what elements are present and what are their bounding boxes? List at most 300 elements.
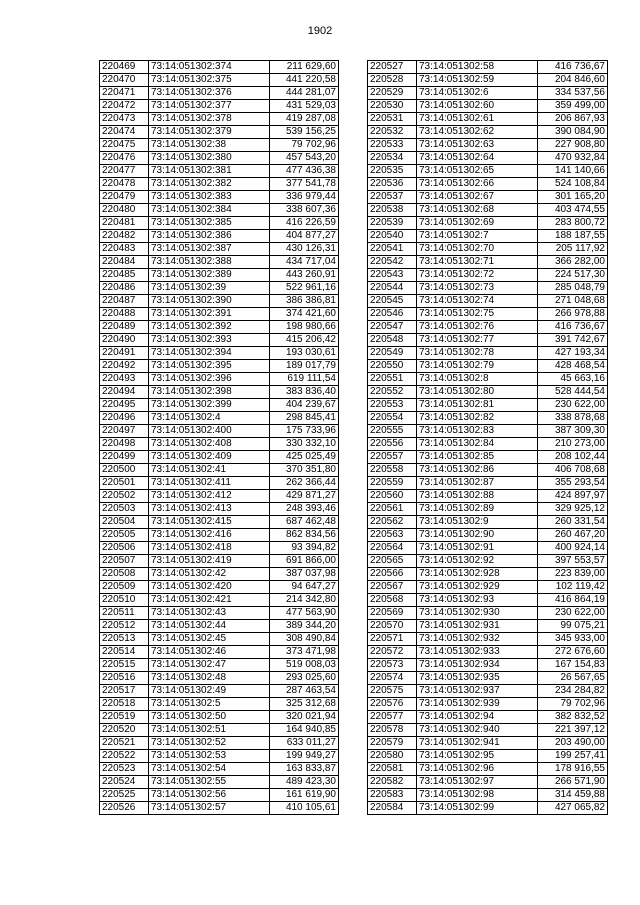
row-id-cell: 220575: [368, 685, 417, 698]
row-id-cell: 220480: [100, 204, 149, 217]
value-cell: 389 344,20: [270, 620, 339, 633]
cadastral-number-cell: 73:14:051302:381: [149, 165, 270, 178]
value-cell: 400 924,14: [538, 542, 608, 555]
value-cell: 539 156,25: [270, 126, 339, 139]
table-row: [368, 386, 608, 399]
cadastral-number-cell: 73:14:051302:399: [149, 399, 270, 412]
row-id-cell: 220488: [100, 308, 149, 321]
row-id-cell: 220545: [368, 295, 417, 308]
table-row: [368, 711, 608, 724]
table-row: [100, 451, 339, 464]
table-row: [100, 386, 339, 399]
cadastral-number-cell: 73:14:051302:421: [149, 594, 270, 607]
cadastral-number-cell: 73:14:051302:391: [149, 308, 270, 321]
cadastral-number-cell: 73:14:051302:89: [417, 503, 538, 516]
table-row: [100, 581, 339, 594]
cadastral-number-cell: 73:14:051302:87: [417, 477, 538, 490]
value-cell: 415 206,42: [270, 334, 339, 347]
table-row: [100, 724, 339, 737]
value-cell: 223 839,00: [538, 568, 608, 581]
table-row: [368, 737, 608, 750]
table-row: [368, 685, 608, 698]
value-cell: 283 800,72: [538, 217, 608, 230]
table-row: [368, 620, 608, 633]
row-id-cell: 220529: [368, 87, 417, 100]
table-row: [368, 659, 608, 672]
row-id-cell: 220501: [100, 477, 149, 490]
value-cell: 419 287,08: [270, 113, 339, 126]
value-cell: 260 467,20: [538, 529, 608, 542]
value-cell: 336 979,44: [270, 191, 339, 204]
table-row: [368, 412, 608, 425]
value-cell: 431 529,03: [270, 100, 339, 113]
row-id-cell: 220554: [368, 412, 417, 425]
cadastral-number-cell: 73:14:051302:374: [149, 61, 270, 74]
table-row: [368, 321, 608, 334]
table-row: [368, 243, 608, 256]
cadastral-number-cell: 73:14:051302:377: [149, 100, 270, 113]
row-id-cell: 220509: [100, 581, 149, 594]
cadastral-number-cell: 73:14:051302:932: [417, 633, 538, 646]
value-cell: 427 065,82: [538, 802, 608, 815]
cadastral-number-cell: 73:14:051302:71: [417, 256, 538, 269]
row-id-cell: 220517: [100, 685, 149, 698]
value-cell: 862 834,56: [270, 529, 339, 542]
cadastral-number-cell: 73:14:051302:41: [149, 464, 270, 477]
row-id-cell: 220525: [100, 789, 149, 802]
value-cell: 167 154,83: [538, 659, 608, 672]
cadastral-number-cell: 73:14:051302:81: [417, 399, 538, 412]
table-row: [100, 542, 339, 555]
cadastral-number-cell: 73:14:051302:86: [417, 464, 538, 477]
table-row: [368, 165, 608, 178]
value-cell: 199 257,41: [538, 750, 608, 763]
value-cell: 633 011,27: [270, 737, 339, 750]
cadastral-number-cell: 73:14:051302:47: [149, 659, 270, 672]
row-id-cell: 220576: [368, 698, 417, 711]
table-row: [368, 100, 608, 113]
row-id-cell: 220478: [100, 178, 149, 191]
table-row: [368, 204, 608, 217]
row-id-cell: 220487: [100, 295, 149, 308]
row-id-cell: 220551: [368, 373, 417, 386]
value-cell: 298 845,41: [270, 412, 339, 425]
table-row: [100, 425, 339, 438]
cadastral-number-cell: 73:14:051302:95: [417, 750, 538, 763]
row-id-cell: 220557: [368, 451, 417, 464]
cadastral-number-cell: 73:14:051302:413: [149, 503, 270, 516]
cadastral-number-cell: 73:14:051302:4: [149, 412, 270, 425]
value-cell: 528 444,54: [538, 386, 608, 399]
table-row: [368, 464, 608, 477]
cadastral-number-cell: 73:14:051302:64: [417, 152, 538, 165]
cadastral-number-cell: 73:14:051302:42: [149, 568, 270, 581]
table-row: [368, 191, 608, 204]
table-row: [100, 399, 339, 412]
page-number: 1902: [307, 25, 333, 37]
table-row: [368, 763, 608, 776]
value-cell: 262 366,44: [270, 477, 339, 490]
row-id-cell: 220530: [368, 100, 417, 113]
row-id-cell: 220486: [100, 282, 149, 295]
value-cell: 164 940,85: [270, 724, 339, 737]
value-cell: 26 567,65: [538, 672, 608, 685]
cadastral-number-cell: 73:14:051302:66: [417, 178, 538, 191]
table-row: [368, 230, 608, 243]
cadastral-number-cell: 73:14:051302:48: [149, 672, 270, 685]
value-cell: 382 832,52: [538, 711, 608, 724]
cadastral-number-cell: 73:14:051302:96: [417, 763, 538, 776]
row-id-cell: 220503: [100, 503, 149, 516]
row-id-cell: 220542: [368, 256, 417, 269]
cadastral-number-cell: 73:14:051302:382: [149, 178, 270, 191]
value-cell: 266 571,90: [538, 776, 608, 789]
value-cell: 355 293,54: [538, 477, 608, 490]
row-id-cell: 220497: [100, 425, 149, 438]
row-id-cell: 220482: [100, 230, 149, 243]
value-cell: 334 537,56: [538, 87, 608, 100]
value-cell: 230 622,00: [538, 607, 608, 620]
value-cell: 94 647,27: [270, 581, 339, 594]
row-id-cell: 220574: [368, 672, 417, 685]
value-cell: 189 017,79: [270, 360, 339, 373]
row-id-cell: 220515: [100, 659, 149, 672]
value-cell: 524 108,84: [538, 178, 608, 191]
row-id-cell: 220532: [368, 126, 417, 139]
value-cell: 205 117,92: [538, 243, 608, 256]
row-id-cell: 220513: [100, 633, 149, 646]
value-cell: 329 925,12: [538, 503, 608, 516]
cadastral-number-cell: 73:14:051302:65: [417, 165, 538, 178]
row-id-cell: 220475: [100, 139, 149, 152]
cadastral-number-cell: 73:14:051302:420: [149, 581, 270, 594]
cadastral-number-cell: 73:14:051302:8: [417, 373, 538, 386]
value-cell: 370 351,80: [270, 464, 339, 477]
row-id-cell: 220567: [368, 581, 417, 594]
row-id-cell: 220580: [368, 750, 417, 763]
row-id-cell: 220522: [100, 750, 149, 763]
cadastral-number-cell: 73:14:051302:398: [149, 386, 270, 399]
row-id-cell: 220572: [368, 646, 417, 659]
row-id-cell: 220496: [100, 412, 149, 425]
value-cell: 406 708,68: [538, 464, 608, 477]
value-cell: 93 394,82: [270, 542, 339, 555]
value-cell: 175 733,96: [270, 425, 339, 438]
table-row: [100, 360, 339, 373]
row-id-cell: 220565: [368, 555, 417, 568]
row-id-cell: 220511: [100, 607, 149, 620]
row-id-cell: 220491: [100, 347, 149, 360]
table-row: [368, 87, 608, 100]
table-row: [368, 555, 608, 568]
table-row: [368, 347, 608, 360]
row-id-cell: 220560: [368, 490, 417, 503]
value-cell: 387 309,30: [538, 425, 608, 438]
row-id-cell: 220481: [100, 217, 149, 230]
cadastral-number-cell: 73:14:051302:99: [417, 802, 538, 815]
table-row: [368, 789, 608, 802]
value-cell: 287 463,54: [270, 685, 339, 698]
table-row: [100, 74, 339, 87]
row-id-cell: 220581: [368, 763, 417, 776]
row-id-cell: 220474: [100, 126, 149, 139]
row-id-cell: 220476: [100, 152, 149, 165]
value-cell: 330 332,10: [270, 438, 339, 451]
row-id-cell: 220538: [368, 204, 417, 217]
cadastral-number-cell: 73:14:051302:388: [149, 256, 270, 269]
row-id-cell: 220540: [368, 230, 417, 243]
table-row: [100, 750, 339, 763]
value-cell: 424 897,97: [538, 490, 608, 503]
table-row: [368, 516, 608, 529]
cadastral-number-cell: 73:14:051302:386: [149, 230, 270, 243]
row-id-cell: 220535: [368, 165, 417, 178]
value-cell: 489 423,30: [270, 776, 339, 789]
value-cell: 430 126,31: [270, 243, 339, 256]
value-cell: 188 187,55: [538, 230, 608, 243]
row-id-cell: 220546: [368, 308, 417, 321]
table-row: [100, 685, 339, 698]
row-id-cell: 220492: [100, 360, 149, 373]
table-row: [100, 61, 339, 74]
row-id-cell: 220559: [368, 477, 417, 490]
value-cell: 338 878,68: [538, 412, 608, 425]
table-row: [100, 295, 339, 308]
cadastral-number-cell: 73:14:051302:6: [417, 87, 538, 100]
table-row: [368, 113, 608, 126]
table-row: [368, 334, 608, 347]
row-id-cell: 220527: [368, 61, 417, 74]
value-cell: 391 742,67: [538, 334, 608, 347]
cadastral-number-cell: 73:14:051302:61: [417, 113, 538, 126]
row-id-cell: 220469: [100, 61, 149, 74]
table-row: [100, 698, 339, 711]
value-cell: 434 717,04: [270, 256, 339, 269]
row-id-cell: 220537: [368, 191, 417, 204]
row-id-cell: 220500: [100, 464, 149, 477]
value-cell: 198 980,66: [270, 321, 339, 334]
table-row: [100, 269, 339, 282]
cadastral-number-cell: 73:14:051302:72: [417, 269, 538, 282]
value-cell: 204 846,60: [538, 74, 608, 87]
table-row: [100, 165, 339, 178]
table-row: [100, 438, 339, 451]
row-id-cell: 220520: [100, 724, 149, 737]
table-row: [100, 139, 339, 152]
value-cell: 470 932,84: [538, 152, 608, 165]
cadastral-number-cell: 73:14:051302:91: [417, 542, 538, 555]
table-row: [368, 438, 608, 451]
value-cell: 227 908,80: [538, 139, 608, 152]
row-id-cell: 220566: [368, 568, 417, 581]
table-row: [368, 126, 608, 139]
cadastral-number-cell: 73:14:051302:930: [417, 607, 538, 620]
right-table-body: [368, 61, 608, 815]
table-row: [100, 633, 339, 646]
row-id-cell: 220577: [368, 711, 417, 724]
value-cell: 285 048,79: [538, 282, 608, 295]
cadastral-number-cell: 73:14:051302:929: [417, 581, 538, 594]
cadastral-number-cell: 73:14:051302:62: [417, 126, 538, 139]
row-id-cell: 220521: [100, 737, 149, 750]
cadastral-number-cell: 73:14:051302:75: [417, 308, 538, 321]
table-row: [368, 295, 608, 308]
cadastral-number-cell: 73:14:051302:9: [417, 516, 538, 529]
cadastral-number-cell: 73:14:051302:385: [149, 217, 270, 230]
table-row: [100, 152, 339, 165]
row-id-cell: 220495: [100, 399, 149, 412]
row-id-cell: 220561: [368, 503, 417, 516]
right-register-table: [367, 60, 608, 815]
table-row: [100, 373, 339, 386]
row-id-cell: 220578: [368, 724, 417, 737]
value-cell: 308 490,84: [270, 633, 339, 646]
cadastral-number-cell: 73:14:051302:378: [149, 113, 270, 126]
cadastral-number-cell: 73:14:051302:82: [417, 412, 538, 425]
row-id-cell: 220583: [368, 789, 417, 802]
cadastral-number-cell: 73:14:051302:933: [417, 646, 538, 659]
row-id-cell: 220550: [368, 360, 417, 373]
cadastral-number-cell: 73:14:051302:408: [149, 438, 270, 451]
value-cell: 79 702,96: [270, 139, 339, 152]
row-id-cell: 220505: [100, 529, 149, 542]
cadastral-number-cell: 73:14:051302:97: [417, 776, 538, 789]
value-cell: 221 397,12: [538, 724, 608, 737]
value-cell: 387 037,98: [270, 568, 339, 581]
value-cell: 163 833,87: [270, 763, 339, 776]
table-row: [100, 191, 339, 204]
cadastral-number-cell: 73:14:051302:393: [149, 334, 270, 347]
value-cell: 519 008,03: [270, 659, 339, 672]
value-cell: 211 629,60: [270, 61, 339, 74]
cadastral-number-cell: 73:14:051302:67: [417, 191, 538, 204]
row-id-cell: 220568: [368, 594, 417, 607]
value-cell: 390 084,90: [538, 126, 608, 139]
table-row: [368, 61, 608, 74]
cadastral-number-cell: 73:14:051302:39: [149, 282, 270, 295]
row-id-cell: 220470: [100, 74, 149, 87]
table-row: [100, 594, 339, 607]
table-row: [100, 555, 339, 568]
row-id-cell: 220483: [100, 243, 149, 256]
row-id-cell: 220484: [100, 256, 149, 269]
row-id-cell: 220510: [100, 594, 149, 607]
row-id-cell: 220534: [368, 152, 417, 165]
row-id-cell: 220533: [368, 139, 417, 152]
table-row: [368, 360, 608, 373]
table-row: [368, 672, 608, 685]
row-id-cell: 220531: [368, 113, 417, 126]
cadastral-number-cell: 73:14:051302:380: [149, 152, 270, 165]
value-cell: 403 474,55: [538, 204, 608, 217]
table-row: [100, 477, 339, 490]
value-cell: 325 312,68: [270, 698, 339, 711]
row-id-cell: 220579: [368, 737, 417, 750]
cadastral-number-cell: 73:14:051302:78: [417, 347, 538, 360]
table-row: [100, 178, 339, 191]
table-row: [100, 503, 339, 516]
row-id-cell: 220526: [100, 802, 149, 815]
cadastral-number-cell: 73:14:051302:73: [417, 282, 538, 295]
table-row: [100, 230, 339, 243]
table-row: [100, 204, 339, 217]
row-id-cell: 220528: [368, 74, 417, 87]
value-cell: 199 949,27: [270, 750, 339, 763]
table-row: [100, 256, 339, 269]
table-row: [368, 399, 608, 412]
table-row: [368, 529, 608, 542]
cadastral-number-cell: 73:14:051302:931: [417, 620, 538, 633]
table-row: [368, 503, 608, 516]
cadastral-number-cell: 73:14:051302:59: [417, 74, 538, 87]
value-cell: 203 490,00: [538, 737, 608, 750]
value-cell: 99 075,21: [538, 620, 608, 633]
table-row: [368, 477, 608, 490]
row-id-cell: 220541: [368, 243, 417, 256]
row-id-cell: 220523: [100, 763, 149, 776]
row-id-cell: 220494: [100, 386, 149, 399]
table-row: [368, 490, 608, 503]
row-id-cell: 220569: [368, 607, 417, 620]
cadastral-number-cell: 73:14:051302:54: [149, 763, 270, 776]
row-id-cell: 220504: [100, 516, 149, 529]
cadastral-number-cell: 73:14:051302:383: [149, 191, 270, 204]
table-row: [368, 568, 608, 581]
row-id-cell: 220562: [368, 516, 417, 529]
cadastral-number-cell: 73:14:051302:84: [417, 438, 538, 451]
value-cell: 301 165,20: [538, 191, 608, 204]
value-cell: 397 553,57: [538, 555, 608, 568]
value-cell: 428 468,54: [538, 360, 608, 373]
cadastral-number-cell: 73:14:051302:934: [417, 659, 538, 672]
cadastral-number-cell: 73:14:051302:53: [149, 750, 270, 763]
table-row: [100, 659, 339, 672]
value-cell: 477 436,38: [270, 165, 339, 178]
cadastral-number-cell: 73:14:051302:52: [149, 737, 270, 750]
cadastral-number-cell: 73:14:051302:98: [417, 789, 538, 802]
table-row: [368, 646, 608, 659]
table-row: [100, 217, 339, 230]
value-cell: 79 702,96: [538, 698, 608, 711]
row-id-cell: 220558: [368, 464, 417, 477]
row-id-cell: 220490: [100, 334, 149, 347]
cadastral-number-cell: 73:14:051302:7: [417, 230, 538, 243]
value-cell: 45 663,16: [538, 373, 608, 386]
row-id-cell: 220549: [368, 347, 417, 360]
row-id-cell: 220512: [100, 620, 149, 633]
table-row: [100, 113, 339, 126]
cadastral-number-cell: 73:14:051302:56: [149, 789, 270, 802]
table-row: [100, 282, 339, 295]
row-id-cell: 220498: [100, 438, 149, 451]
value-cell: 427 193,34: [538, 347, 608, 360]
cadastral-number-cell: 73:14:051302:940: [417, 724, 538, 737]
value-cell: 443 260,91: [270, 269, 339, 282]
row-id-cell: 220548: [368, 334, 417, 347]
value-cell: 338 607,36: [270, 204, 339, 217]
row-id-cell: 220472: [100, 100, 149, 113]
cadastral-number-cell: 73:14:051302:390: [149, 295, 270, 308]
row-id-cell: 220547: [368, 321, 417, 334]
row-id-cell: 220473: [100, 113, 149, 126]
cadastral-number-cell: 73:14:051302:50: [149, 711, 270, 724]
row-id-cell: 220563: [368, 529, 417, 542]
table-row: [368, 282, 608, 295]
value-cell: 416 736,67: [538, 321, 608, 334]
row-id-cell: 220544: [368, 282, 417, 295]
table-row: [368, 594, 608, 607]
left-register-table: [99, 60, 339, 815]
